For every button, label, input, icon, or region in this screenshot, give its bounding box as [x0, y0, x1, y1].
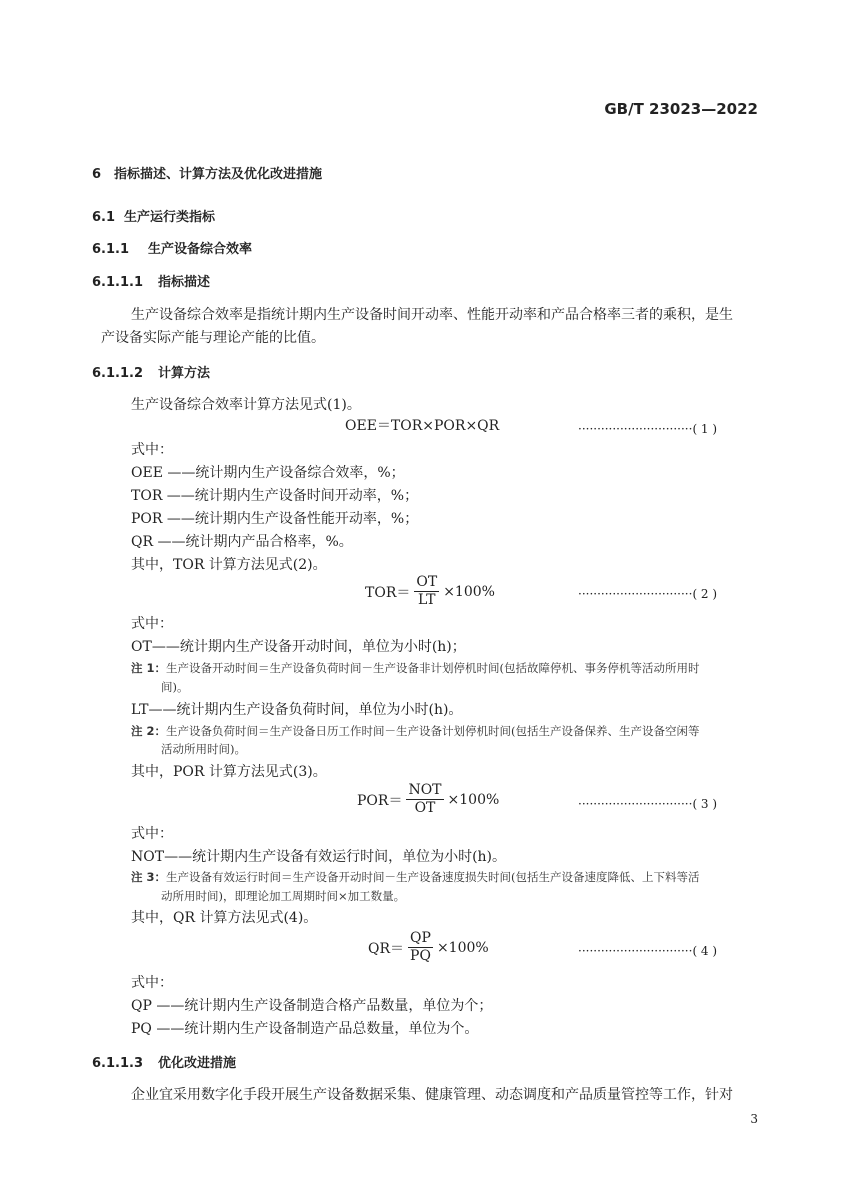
section-6-heading: [92, 163, 322, 182]
section-title: 优化改进措施: [158, 1056, 237, 1071]
formula-3-leader: [578, 793, 717, 812]
formula-rhs: ×100%: [443, 583, 495, 600]
description-line-1: 生产设备综合效率是指统计期内生产设备时间开动率、性能开动率和产品合格率三者的乘积，是生: [131, 307, 733, 323]
note-3-cont: 动所用时间)，即理论加工周期时间×加工数量。: [161, 889, 406, 903]
definition-not: NOT——统计期内生产设备有效运行时间，单位为小时(h)。: [131, 849, 507, 865]
equation-number: ( 1 ): [692, 422, 718, 436]
equation-number: ( 4 ): [692, 944, 718, 958]
leader-dots: ······························: [578, 587, 693, 601]
note-2: [131, 723, 700, 740]
fraction: [408, 930, 433, 965]
section-number: 6.1.1: [92, 242, 130, 257]
note-text: 生产设备负荷时间＝生产设备日历工作时间－生产设备计划停机时间(包括生产设备保养、生产设备空闲等: [166, 724, 700, 738]
section-number: 6.1.1.2: [92, 366, 143, 381]
definition-tor: TOR ——统计期内生产设备时间开动率，%；: [131, 488, 419, 504]
formula-1-text: OEE＝TOR×POR×QR: [345, 418, 500, 434]
definition-pq: PQ ——统计期内生产设备制造产品总数量，单位为个。: [131, 1021, 479, 1037]
formula-4-intro: 其中，QR 计算方法见式(4)。: [131, 910, 318, 926]
section-6-1-1-3-heading: [92, 1052, 236, 1071]
leader-dots: ······························: [578, 944, 693, 958]
numerator: OT: [416, 574, 438, 590]
equation-number: ( 3 ): [692, 797, 718, 811]
section-title: 计算方法: [158, 366, 211, 381]
note-label: 注 3：: [131, 870, 167, 884]
definition-oee: OEE ——统计期内生产设备综合效率，%；: [131, 465, 405, 481]
improvement-line-1: 企业宜采用数字化手段开展生产设备数据采集、健康管理、动态调度和产品质量管控等工作，针对: [131, 1087, 733, 1103]
note-label: 注 2：: [131, 724, 167, 738]
denominator: OT: [414, 800, 436, 816]
note-label: 注 1：: [131, 661, 167, 675]
section-title: 指标描述: [158, 275, 211, 290]
formula-4-leader: [578, 940, 717, 959]
section-6-1-1-1-heading: [92, 271, 210, 290]
equation-number: ( 2 ): [692, 587, 718, 601]
definition-por: POR ——统计期内生产设备性能开动率，%；: [131, 511, 419, 527]
note-3: [131, 869, 700, 886]
formula-rhs: ×100%: [436, 939, 489, 956]
note-text: 生产设备开动时间＝生产设备负荷时间－生产设备非计划停机时间(包括故障停机、事务停机等活动所用时: [166, 661, 700, 675]
fraction: [406, 782, 443, 817]
note-2-cont: 活动所用时间)。: [161, 742, 246, 756]
section-6-1-heading: [92, 206, 215, 225]
section-6-1-1-2-heading: [92, 362, 210, 381]
page-number: 3: [750, 1112, 758, 1126]
formula-lhs: TOR＝: [365, 584, 411, 601]
formula-1-leader: [578, 418, 717, 437]
formula-lhs: POR＝: [357, 792, 403, 809]
leader-dots: ······························: [578, 797, 693, 811]
numerator: NOT: [408, 782, 442, 798]
section-title: 生产设备综合效率: [148, 242, 253, 257]
formula-2-intro: 其中，TOR 计算方法见式(2)。: [131, 557, 327, 573]
note-1: [131, 660, 700, 677]
denominator: PQ: [410, 948, 431, 964]
section-number: 6: [92, 167, 102, 182]
leader-dots: ······························: [578, 422, 693, 436]
section-number: 6.1.1.1: [92, 275, 143, 290]
section-number: 6.1.1.3: [92, 1056, 143, 1071]
formula-4: [368, 930, 489, 965]
denominator: LT: [418, 592, 436, 608]
where-label: 式中：: [131, 826, 173, 842]
section-number: 6.1: [92, 210, 116, 225]
definition-lt: LT——统计期内生产设备负荷时间，单位为小时(h)。: [131, 702, 463, 718]
section-6-1-1-heading: [92, 238, 252, 257]
where-label: 式中：: [131, 442, 173, 458]
fraction: [414, 574, 439, 609]
definition-qp: QP ——统计期内生产设备制造合格产品数量，单位为个；: [131, 998, 493, 1014]
formula-3-intro: 其中，POR 计算方法见式(3)。: [131, 764, 327, 780]
section-title: 指标描述、计算方法及优化改进措施: [114, 167, 323, 182]
where-label: 式中：: [131, 975, 173, 991]
formula-rhs: ×100%: [447, 791, 500, 808]
section-title: 生产运行类指标: [124, 210, 216, 225]
standard-number: GB/T 23023—2022: [604, 100, 758, 118]
formula-3: [357, 782, 499, 817]
definition-ot: OT——统计期内生产设备开动时间，单位为小时(h)；: [131, 639, 466, 655]
numerator: QP: [410, 930, 431, 946]
formula-lhs: QR＝: [368, 940, 405, 957]
description-line-2: 产设备实际产能与理论产能的比值。: [101, 330, 325, 346]
where-label: 式中：: [131, 616, 173, 632]
definition-qr: QR ——统计期内产品合格率，%。: [131, 534, 353, 550]
formula-1-intro: 生产设备综合效率计算方法见式(1)。: [131, 397, 361, 413]
note-1-cont: 间)。: [161, 680, 189, 694]
note-text: 生产设备有效运行时间＝生产设备开动时间－生产设备速度损失时间(包括生产设备速度降低、上下料等活: [166, 870, 700, 884]
formula-2-leader: [578, 583, 717, 602]
formula-1: [345, 415, 499, 435]
formula-2: [365, 574, 495, 609]
